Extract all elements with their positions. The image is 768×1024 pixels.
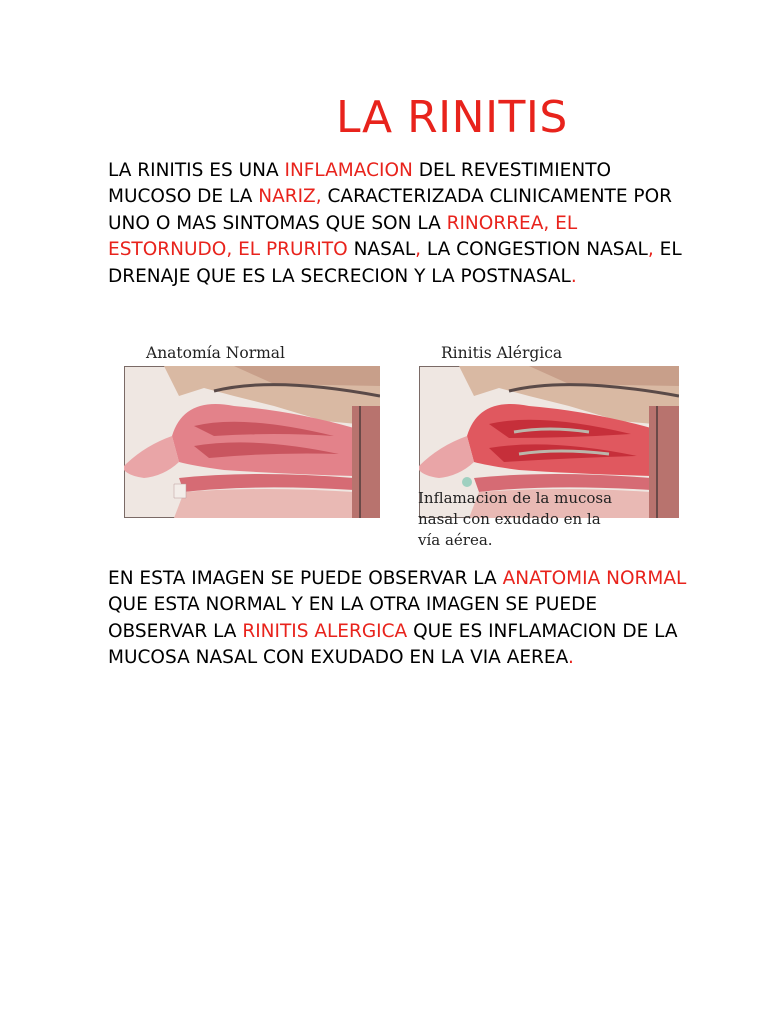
text-run: EN ESTA IMAGEN SE PUEDE OBSERVAR LA xyxy=(108,568,503,589)
explanation-paragraph xyxy=(108,566,698,672)
allergic-rhinitis-title: Rinitis Alérgica xyxy=(441,344,563,362)
normal-nose-illustration xyxy=(124,366,380,518)
highlight-inflamacion: INFLAMACION xyxy=(284,160,413,181)
highlight-comma: , xyxy=(415,239,422,261)
highlight-comma: , xyxy=(647,239,654,261)
text-run: CARACTERIZADA CLINICAMENTE POR UNO O MAS SINTOMAS QUE SON LA xyxy=(108,186,672,234)
highlight-anatomia-normal: ANATOMIA NORMAL xyxy=(502,568,687,589)
nasal-anatomy-figure xyxy=(110,336,700,550)
highlight-period: . xyxy=(570,265,577,287)
text-run: LA RINITIS ES UNA xyxy=(108,160,285,181)
page-title: LA RINITIS xyxy=(336,92,568,143)
text-run: EL DRENAJE QUE ES LA SECRECION Y LA POSTNASAL xyxy=(108,239,682,287)
text-run: DEL REVESTIMIENTO MUCOSO DE LA xyxy=(108,160,612,208)
highlight-period: . xyxy=(567,647,574,669)
highlight-rinitis-alergica: RINITIS ALERGICA xyxy=(242,620,408,642)
text-run: QUE ESTA NORMAL Y EN LA OTRA IMAGEN SE PUEDE OBSERVAR LA xyxy=(108,594,598,642)
intro-paragraph xyxy=(108,158,698,290)
text-run: QUE ES INFLAMACION DE LA MUCOSA NASAL CON EXUDADO EN LA VIA AEREA xyxy=(108,620,678,669)
highlight-symptoms: RINORREA, EL ESTORNUDO, EL PRURITO xyxy=(108,212,578,261)
normal-anatomy-title: Anatomía Normal xyxy=(146,344,286,362)
text-run: NASAL xyxy=(347,239,416,261)
text-run: LA CONGESTION NASAL xyxy=(421,239,648,261)
figure-caption xyxy=(418,488,708,551)
caption-line: vía aérea. xyxy=(418,531,493,549)
caption-line: Inflamacion de la mucosa xyxy=(418,489,613,507)
highlight-nariz: NARIZ, xyxy=(258,186,322,208)
caption-line: nasal con exudado en la xyxy=(418,510,601,528)
